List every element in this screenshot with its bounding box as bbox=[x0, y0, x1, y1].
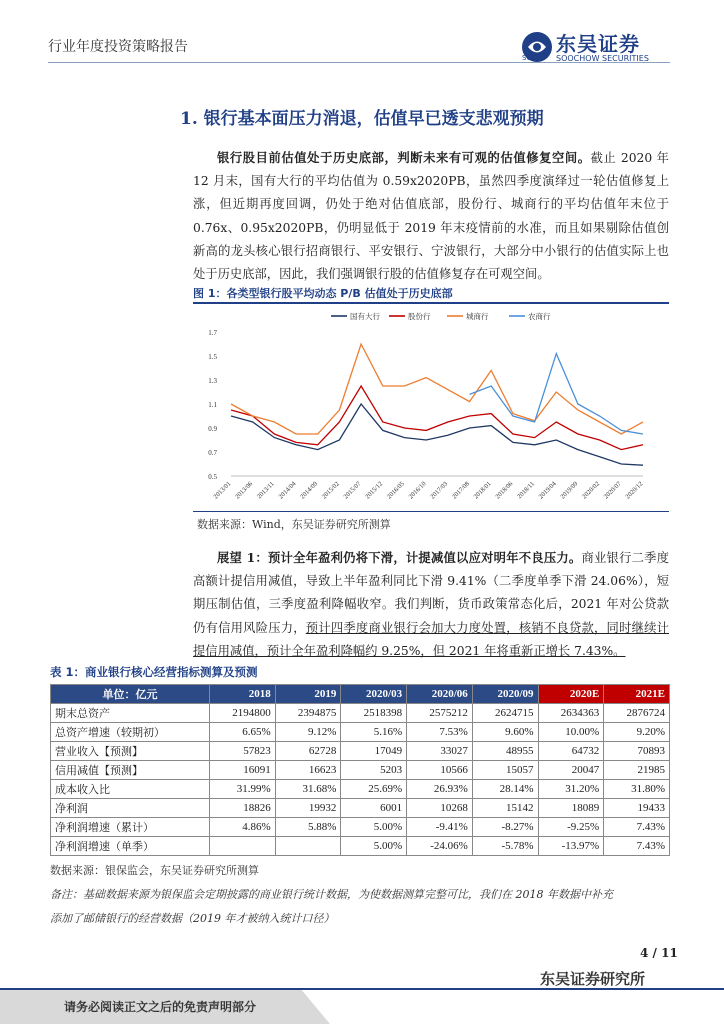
x-tick-label: 2018/01 bbox=[472, 480, 493, 501]
header-2020-09: 2020/09 bbox=[472, 685, 538, 704]
brand-mark: SCS bbox=[522, 54, 536, 62]
y-tick-label: 1.1 bbox=[208, 401, 217, 409]
series-line-2 bbox=[231, 386, 643, 450]
table-cell bbox=[210, 837, 276, 856]
table-cell: 2634363 bbox=[538, 704, 604, 723]
table-cell: -13.97% bbox=[538, 837, 604, 856]
figure-source: 数据来源：Wind，东吴证券研究所测算 bbox=[197, 518, 391, 531]
section-title: 1. 银行基本面压力消退，估值早已透支悲观预期 bbox=[180, 109, 544, 129]
table-cell: 20047 bbox=[538, 761, 604, 780]
table-cell: 7.43% bbox=[604, 837, 670, 856]
row-label: 净利润增速（累计） bbox=[51, 818, 210, 837]
series-line-3 bbox=[231, 344, 643, 434]
table-cell: 5.00% bbox=[341, 837, 407, 856]
table-cell: 10566 bbox=[407, 761, 473, 780]
table-cell: 15057 bbox=[472, 761, 538, 780]
table-cell: 2394875 bbox=[275, 704, 341, 723]
y-tick-label: 0.5 bbox=[208, 473, 217, 481]
table-cell: 6001 bbox=[341, 799, 407, 818]
table-source: 数据来源：银保监会，东吴证券研究所测算 bbox=[50, 864, 259, 877]
table-cell: 2876724 bbox=[604, 704, 670, 723]
row-label: 期末总资产 bbox=[51, 704, 210, 723]
table-cell: 17049 bbox=[341, 742, 407, 761]
table-cell: 19433 bbox=[604, 799, 670, 818]
table-cell: 57823 bbox=[210, 742, 276, 761]
table-row bbox=[51, 761, 670, 780]
table-cell: 62728 bbox=[275, 742, 341, 761]
paragraph-outlook-lead: 展望 1：预计全年盈利仍将下滑，计提减值以应对明年不良压力。 bbox=[217, 550, 582, 565]
table-cell: 7.53% bbox=[407, 723, 473, 742]
table-cell: 33027 bbox=[407, 742, 473, 761]
table-cell: 5.16% bbox=[341, 723, 407, 742]
table-cell: 16091 bbox=[210, 761, 276, 780]
table-cell: 70893 bbox=[604, 742, 670, 761]
table-cell: 5.88% bbox=[275, 818, 341, 837]
table-cell: 2624715 bbox=[472, 704, 538, 723]
table-cell: 10268 bbox=[407, 799, 473, 818]
table-cell: -9.25% bbox=[538, 818, 604, 837]
x-tick-label: 2013/06 bbox=[234, 480, 255, 501]
row-label: 营业收入【预测】 bbox=[51, 742, 210, 761]
table-row bbox=[51, 818, 670, 837]
table-cell: 25.69% bbox=[341, 780, 407, 799]
table-cell: 5.00% bbox=[341, 818, 407, 837]
table-note-line1: 备注：基础数据来源为银保监会定期披露的商业银行统计数据，为使数据测算完整可比，我们在 2018 年数据中补充 bbox=[50, 888, 613, 901]
table-cell: 31.80% bbox=[604, 780, 670, 799]
table-cell bbox=[275, 837, 341, 856]
paragraph-outlook-body: 商业银行二季度高额计提信用减值，导致上半年盈利同比下滑 9.41%（二季度单季下滑 24.06%），短期压制估值，三季度盈利降幅收窄。我们判断，货币政策常态化后，2021 年对公贷款仍有信用风险压力， bbox=[193, 551, 669, 635]
table-cell: 5203 bbox=[341, 761, 407, 780]
table-cell: -5.78% bbox=[472, 837, 538, 856]
paragraph-valuation-lead: 银行股目前估值处于历史底部，判断未来有可观的估值修复空间。 bbox=[217, 150, 591, 165]
row-label: 总资产增速（较期初） bbox=[51, 723, 210, 742]
x-tick-label: 2020/12 bbox=[624, 480, 645, 501]
table-row bbox=[51, 837, 670, 856]
table-cell: 2575212 bbox=[407, 704, 473, 723]
table-cell: 21985 bbox=[604, 761, 670, 780]
row-label: 成本收入比 bbox=[51, 780, 210, 799]
paragraph-valuation bbox=[193, 146, 669, 286]
x-tick-label: 2017/08 bbox=[450, 480, 471, 501]
table-cell: 31.99% bbox=[210, 780, 276, 799]
header-2020-03: 2020/03 bbox=[341, 685, 407, 704]
table-row bbox=[51, 704, 670, 723]
table-row bbox=[51, 799, 670, 818]
x-tick-label: 2016/10 bbox=[407, 480, 428, 501]
table-cell: 18089 bbox=[538, 799, 604, 818]
y-tick-label: 0.9 bbox=[208, 425, 217, 433]
x-tick-label: 2015/07 bbox=[342, 480, 363, 501]
report-type: 行业年度投资策略报告 bbox=[48, 39, 188, 55]
table-cell: 16623 bbox=[275, 761, 341, 780]
table-cell: 28.14% bbox=[472, 780, 538, 799]
x-tick-label: 2017/03 bbox=[429, 480, 450, 501]
table-cell: 2194800 bbox=[210, 704, 276, 723]
metrics-table bbox=[50, 684, 670, 856]
x-tick-label: 2019/09 bbox=[559, 480, 580, 501]
table-cell: 48955 bbox=[472, 742, 538, 761]
x-tick-label: 2015/02 bbox=[320, 480, 341, 501]
x-tick-label: 2019/04 bbox=[537, 480, 558, 501]
legend-label: 股份行 bbox=[408, 312, 431, 321]
table-header-row bbox=[51, 685, 670, 704]
table-cell: 2518398 bbox=[341, 704, 407, 723]
table-cell: 31.68% bbox=[275, 780, 341, 799]
header-2018: 2018 bbox=[210, 685, 276, 704]
legend-label: 农商行 bbox=[528, 312, 551, 321]
figure-title: 图 1：各类型银行股平均动态 P/B 估值处于历史底部 bbox=[193, 287, 453, 300]
table-row bbox=[51, 723, 670, 742]
figure-bottom-rule bbox=[193, 511, 669, 512]
header-2019: 2019 bbox=[275, 685, 341, 704]
paragraph-outlook bbox=[193, 546, 669, 663]
table-note-line2: 添加了邮储银行的经营数据（2019 年才被纳入统计口径） bbox=[50, 912, 335, 925]
brand-name: 东吴证券 bbox=[556, 32, 640, 56]
page-number: 4 / 11 bbox=[640, 946, 678, 960]
x-tick-label: 2015/12 bbox=[364, 480, 385, 501]
table-cell: 10.00% bbox=[538, 723, 604, 742]
table-row bbox=[51, 742, 670, 761]
pb-valuation-chart bbox=[193, 304, 669, 510]
table-cell: 9.60% bbox=[472, 723, 538, 742]
brand-subtitle: SOOCHOW SECURITIES bbox=[556, 54, 649, 63]
legend-label: 国有大行 bbox=[350, 312, 380, 321]
row-label: 信用减值【预测】 bbox=[51, 761, 210, 780]
table-cell: -24.06% bbox=[407, 837, 473, 856]
table-cell: 6.65% bbox=[210, 723, 276, 742]
header-2020-06: 2020/06 bbox=[407, 685, 473, 704]
table-cell: 15142 bbox=[472, 799, 538, 818]
footer-org: 东吴证券研究所 bbox=[540, 970, 646, 988]
table-cell: -9.41% bbox=[407, 818, 473, 837]
table-cell: 19932 bbox=[275, 799, 341, 818]
x-tick-label: 2018/11 bbox=[516, 480, 536, 501]
y-tick-label: 1.5 bbox=[208, 353, 217, 361]
paragraph-valuation-body: 截止 2020 年 12 月末，国有大行的平均估值为 0.59x2020PB，虽然四季度演绎过一轮估值修复上涨，但近期再度回调，仍处于绝对估值底部，股份行、城商行的平均估值年末位于 0.76x、0.95x2020PB，仍明显低于 2019 年末疫情前的水准，而且如果剔除估值创新高的龙头核心银行招商银行、平安银行、宁波银行，大部分中小银行的估值实际上也处于历史底部，因此，我们强调银行股的估值修复存在可观空间。 bbox=[193, 151, 669, 282]
x-tick-label: 2020/07 bbox=[602, 480, 623, 501]
x-tick-label: 2016/05 bbox=[385, 480, 406, 501]
paragraph-outlook-underline: 预计四季度商业银行会加大力度处置，核销不良贷款，同时继续计提信用减值，预计全年盈利降幅约 9.25%，但 2021 年将重新正增长 7.43%。 bbox=[193, 620, 669, 658]
y-tick-label: 1.3 bbox=[208, 377, 217, 385]
table-cell: 9.20% bbox=[604, 723, 670, 742]
x-tick-label: 2014/09 bbox=[299, 480, 320, 501]
x-tick-label: 2020/02 bbox=[581, 480, 602, 501]
disclaimer-note: 请务必阅读正文之后的免责声明部分 bbox=[64, 1000, 257, 1014]
row-label: 净利润增速（单季） bbox=[51, 837, 210, 856]
table-cell: 64732 bbox=[538, 742, 604, 761]
x-tick-label: 2013/01 bbox=[212, 480, 233, 501]
header-2020e: 2020E bbox=[538, 685, 604, 704]
table-title: 表 1：商业银行核心经营指标测算及预测 bbox=[50, 665, 258, 679]
table-cell: 18826 bbox=[210, 799, 276, 818]
table-cell: 26.93% bbox=[407, 780, 473, 799]
x-tick-label: 2018/06 bbox=[494, 480, 515, 501]
table-cell: 4.86% bbox=[210, 818, 276, 837]
table-cell: 9.12% bbox=[275, 723, 341, 742]
y-tick-label: 1.7 bbox=[208, 329, 217, 337]
x-tick-label: 2014/04 bbox=[277, 480, 298, 501]
table-cell: 31.20% bbox=[538, 780, 604, 799]
y-tick-label: 0.7 bbox=[208, 449, 217, 457]
row-label: 净利润 bbox=[51, 799, 210, 818]
table-row bbox=[51, 780, 670, 799]
header-2021e: 2021E bbox=[604, 685, 670, 704]
x-tick-label: 2013/11 bbox=[255, 480, 276, 501]
header-unit: 单位：亿元 bbox=[51, 685, 210, 704]
table-cell: 7.43% bbox=[604, 818, 670, 837]
legend-label: 城商行 bbox=[466, 312, 489, 321]
table-cell: -8.27% bbox=[472, 818, 538, 837]
